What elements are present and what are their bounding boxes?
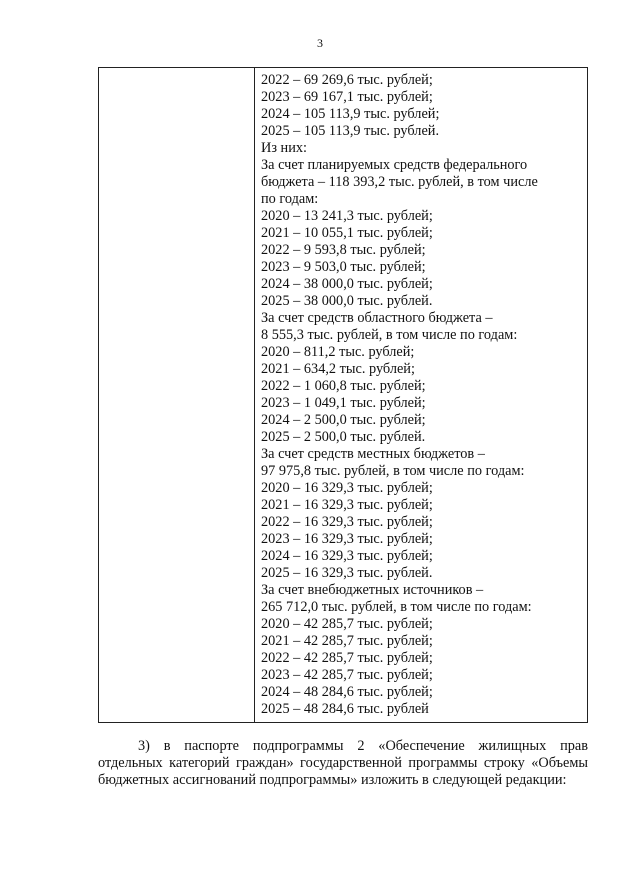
budget-line: 2024 – 16 329,3 тыс. рублей;	[261, 548, 433, 564]
table-column-divider	[254, 68, 255, 722]
budget-line: 2022 – 69 269,6 тыс. рублей;	[261, 72, 433, 88]
budget-line: 2024 – 38 000,0 тыс. рублей;	[261, 276, 433, 292]
budget-line: 2024 – 2 500,0 тыс. рублей;	[261, 412, 426, 428]
budget-line: 2022 – 16 329,3 тыс. рублей;	[261, 514, 433, 530]
budget-line: 2021 – 634,2 тыс. рублей;	[261, 361, 415, 377]
budget-line: 2021 – 10 055,1 тыс. рублей;	[261, 225, 433, 241]
budget-line: 2022 – 9 593,8 тыс. рублей;	[261, 242, 426, 258]
budget-line: 2023 – 69 167,1 тыс. рублей;	[261, 89, 433, 105]
budget-line: 2023 – 9 503,0 тыс. рублей;	[261, 259, 426, 275]
budget-line: 2020 – 811,2 тыс. рублей;	[261, 344, 415, 360]
budget-line: За счет планируемых средств федерального	[261, 157, 528, 173]
budget-line: 2023 – 16 329,3 тыс. рублей;	[261, 531, 433, 547]
budget-line: 2025 – 105 113,9 тыс. рублей.	[261, 123, 440, 139]
body-paragraph	[98, 738, 588, 789]
budget-line: За счет внебюджетных источников –	[261, 582, 484, 598]
budget-line: 2025 – 2 500,0 тыс. рублей.	[261, 429, 426, 445]
budget-line: Из них:	[261, 140, 307, 156]
table-right-cell	[261, 72, 583, 718]
budget-line: 2023 – 1 049,1 тыс. рублей;	[261, 395, 426, 411]
budget-line: бюджета – 118 393,2 тыс. рублей, в том числе	[261, 174, 538, 190]
budget-table	[98, 67, 588, 723]
budget-line: 2020 – 13 241,3 тыс. рублей;	[261, 208, 433, 224]
budget-line: 265 712,0 тыс. рублей, в том числе по годам:	[261, 599, 532, 615]
paragraph-line: отдельных категорий граждан» государственной программы строку «Объемы	[98, 755, 588, 771]
budget-line: 2021 – 16 329,3 тыс. рублей;	[261, 497, 433, 513]
budget-line: За счет средств областного бюджета –	[261, 310, 493, 326]
budget-line: 2024 – 48 284,6 тыс. рублей;	[261, 684, 433, 700]
budget-line: 2020 – 16 329,3 тыс. рублей;	[261, 480, 433, 496]
budget-line: 2022 – 1 060,8 тыс. рублей;	[261, 378, 426, 394]
budget-line: 2025 – 48 284,6 тыс. рублей	[261, 701, 429, 717]
paragraph-line: 3) в паспорте подпрограммы 2 «Обеспечение жилищных прав	[138, 738, 588, 754]
page-number: 3	[317, 36, 323, 50]
paragraph-line: бюджетных ассигнований подпрограммы» изложить в следующей редакции:	[98, 772, 567, 788]
budget-line: 2023 – 42 285,7 тыс. рублей;	[261, 667, 433, 683]
budget-line: 97 975,8 тыс. рублей, в том числе по годам:	[261, 463, 525, 479]
budget-line: 2025 – 38 000,0 тыс. рублей.	[261, 293, 433, 309]
budget-line: 8 555,3 тыс. рублей, в том числе по годам:	[261, 327, 518, 343]
budget-line: 2024 – 105 113,9 тыс. рублей;	[261, 106, 440, 122]
table-left-cell	[99, 68, 254, 722]
budget-line: 2025 – 16 329,3 тыс. рублей.	[261, 565, 433, 581]
budget-line: по годам:	[261, 191, 319, 207]
budget-line: 2020 – 42 285,7 тыс. рублей;	[261, 616, 433, 632]
budget-line: 2021 – 42 285,7 тыс. рублей;	[261, 633, 433, 649]
budget-line: 2022 – 42 285,7 тыс. рублей;	[261, 650, 433, 666]
budget-line: За счет средств местных бюджетов –	[261, 446, 485, 462]
